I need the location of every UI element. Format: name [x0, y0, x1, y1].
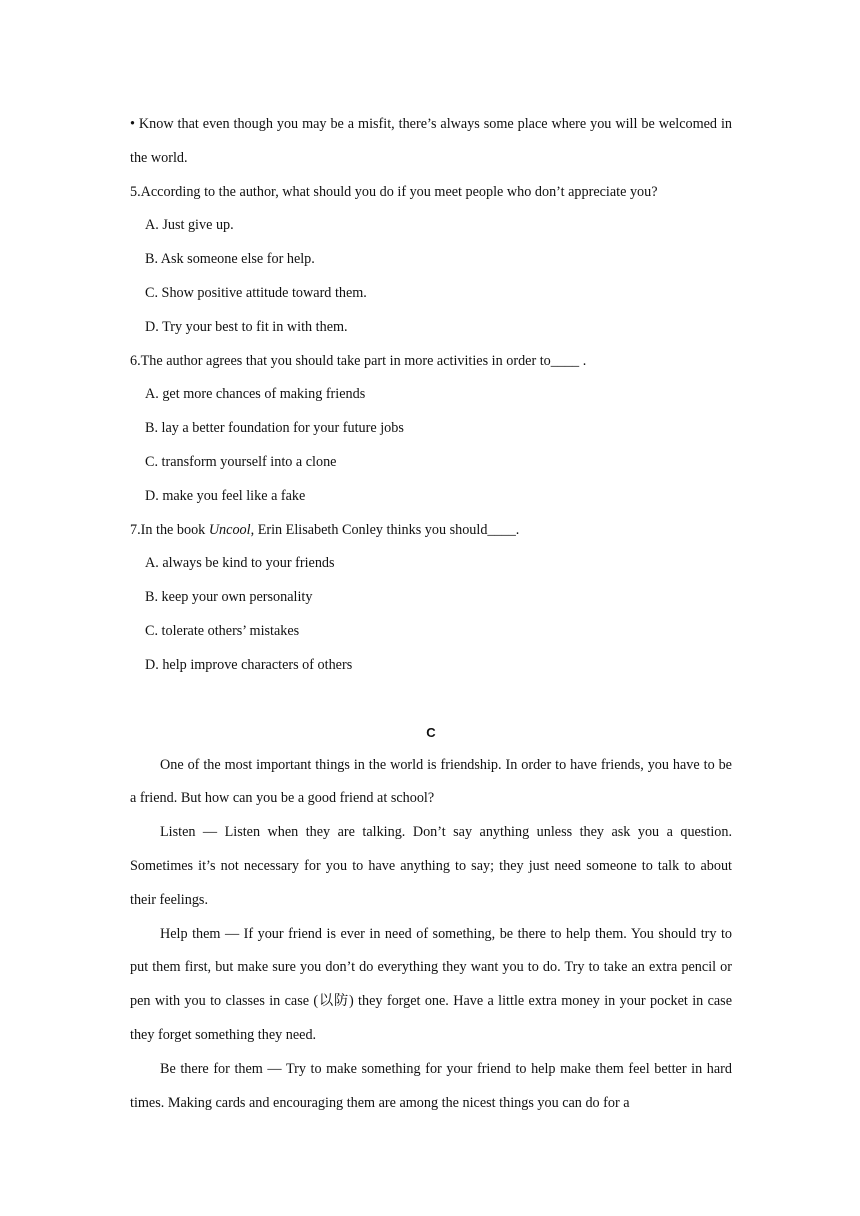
question-7-option-b: B. keep your own personality	[145, 589, 313, 606]
section-c-paragraph-2: Listen — Listen when they are talking. Don’t say anything unless they ask you a question. Sometimes it’s not necessary for you to have anything to say; they just need someone to talk to about their feelings.	[130, 824, 732, 908]
section-c-paragraph-3: Help them — If your friend is ever in need of something, be there to help them. You should try to put them first, but make sure you don’t do everything they want you to do. Try to take an extra pencil or pen with you to classes in case (以防) they forget one. Have a little extra money in your pocket in case they forget something they need.	[130, 925, 732, 1043]
question-6-option-d: D. make you feel like a fake	[145, 487, 306, 504]
question-7-stem	[130, 514, 732, 548]
section-c-title: C	[426, 724, 436, 740]
question-5-stem: 5.According to the author, what should you do if you meet people who don’t appreciate you?	[130, 183, 658, 200]
question-5-option-a: A. Just give up.	[145, 217, 234, 234]
bullet-marker: •	[130, 116, 135, 132]
bullet-paragraph-text: Know that even though you may be a misfit, there’s always some place where you will be welcomed in the world.	[130, 116, 732, 166]
question-5-option-c: C. Show positive attitude toward them.	[145, 284, 367, 301]
question-6-option-a: A. get more chances of making friends	[145, 386, 366, 403]
question-6-option-c: C. transform yourself into a clone	[145, 453, 337, 470]
document-page	[130, 108, 732, 1120]
question-7-stem-before: 7.In the book	[130, 521, 209, 538]
question-7-option-c: C. tolerate others’ mistakes	[145, 622, 300, 639]
question-5-option-d: D. Try your best to fit in with them.	[145, 318, 348, 335]
section-c-paragraph-4: Be there for them — Try to make something for your friend to help make them feel better in hard times. Making cards and encouraging them are among the nicest things you can do for a	[130, 1060, 732, 1111]
question-7-option-a: A. always be kind to your friends	[145, 555, 335, 572]
question-6-option-b: B. lay a better foundation for your future jobs	[145, 420, 404, 437]
question-7-option-d: D. help improve characters of others	[145, 656, 353, 673]
question-6-stem: 6.The author agrees that you should take part in more activities in order to____ .	[130, 352, 587, 369]
bullet-paragraph	[130, 108, 732, 176]
question-7-book-title: Uncool	[208, 521, 251, 538]
question-5-option-b: B. Ask someone else for help.	[145, 251, 315, 268]
question-7-stem-after: , Erin Elisabeth Conley thinks you should____.	[250, 521, 520, 538]
section-c-paragraph-1: One of the most important things in the world is friendship. In order to have friends, you have to be a friend. But how can you be a good friend at school?	[130, 756, 732, 807]
